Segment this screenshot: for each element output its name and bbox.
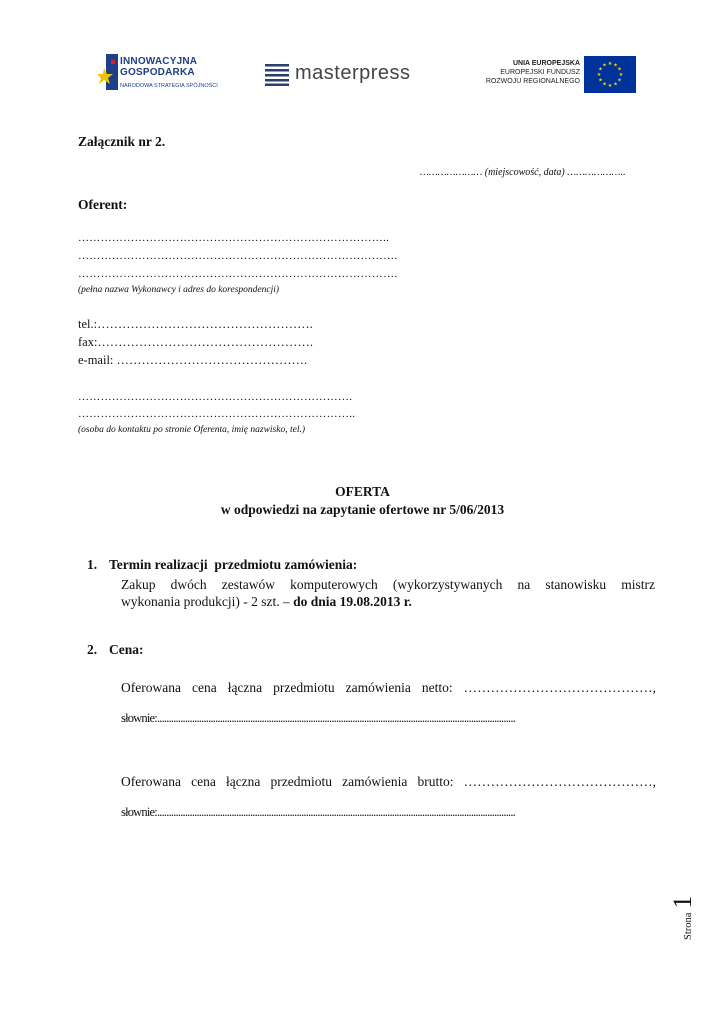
svg-text:★: ★ (598, 66, 603, 73)
svg-text:★: ★ (602, 81, 607, 88)
innowacyjna-gospodarka-logo (98, 50, 248, 96)
section1-text-plain: wykonania produkcji) - 2 szt. – (121, 594, 294, 609)
star-emblem-icon (98, 52, 120, 92)
price-brutto-line: Oferowana cena łączna przedmiotu zamówienia brutto: ……………………………………, (121, 774, 656, 789)
offer-title: OFERTA (335, 484, 390, 499)
svg-text:★: ★ (607, 61, 613, 67)
masterpress-logo (265, 60, 465, 88)
section1-text-line2 (121, 594, 412, 610)
contact-person-line: ………………………………………………………………. (78, 391, 353, 403)
section1-deadline: do dnia 19.08.2013 r. (293, 594, 412, 609)
address-line: ……………………………………………………………………….. (78, 232, 390, 244)
ig-line2: GOSPODARKA (120, 67, 195, 78)
section2-heading: Cena: (109, 642, 144, 657)
section1-text-line1: Zakup dwóch zestawów komputerowych (wykorzystywanych na stanowisku mistrz (121, 577, 655, 592)
svg-text:★: ★ (602, 62, 607, 69)
contact-person-note: (osoba do kontaktu po stronie Oferenta, imię nazwisko, tel.) (78, 425, 306, 435)
address-line: …………………………………………………………………………. (78, 268, 398, 280)
eu-line2: EUROPEJSKI FUNDUSZ (500, 69, 580, 76)
tel-line: tel.:……………………………………………. (78, 317, 313, 331)
svg-text:★: ★ (617, 66, 622, 73)
price-brutto-words: słownie:.......................................................................................................................................................... (121, 805, 516, 819)
masterpress-stripes-icon (265, 64, 289, 86)
page-footer-rotated (668, 870, 702, 940)
page-footer (668, 870, 702, 940)
eu-logo (480, 56, 638, 96)
address-line: …………………………………………………………………………. (78, 250, 398, 262)
page-label: Strona (683, 912, 694, 940)
svg-text:★: ★ (618, 72, 624, 78)
address-note: (pełna nazwa Wykonawcy i adres do korespondencji) (78, 285, 280, 295)
eu-line1: UNIA EUROPEJSKA (512, 60, 580, 67)
svg-text:★: ★ (613, 62, 618, 69)
svg-text:★: ★ (596, 72, 602, 78)
price-netto-words: słownie:.......................................................................................................................................................... (121, 711, 516, 725)
section1-heading: Termin realizacji przedmiotu zamówienia: (109, 557, 358, 572)
oferent-label: Oferent: (78, 197, 128, 212)
eu-flag-icon (584, 56, 636, 93)
contact-person-line: ……………………………………………………………….. (78, 408, 356, 420)
ig-title (120, 56, 197, 78)
eu-line3: ROZWOJU REGIONALNEGO (485, 78, 580, 85)
price-netto-line: Oferowana cena łączna przedmiotu zamówienia netto: ……………………………………, (121, 680, 656, 695)
eu-text (480, 59, 580, 86)
attachment-heading: Załącznik nr 2. (78, 134, 166, 149)
masterpress-wordmark: masterpress (295, 62, 411, 84)
place-date: ………………… (miejscowość, data) ……………….. (420, 167, 626, 178)
section1-number: 1. (87, 557, 98, 572)
page-number: 1 (668, 895, 697, 909)
fax-line: fax:……………………………………………. (78, 335, 314, 349)
ig-subtitle: NARODOWA STRATEGIA SPÓJNOŚCI (120, 83, 218, 89)
svg-text:★: ★ (613, 81, 618, 88)
ig-line1: INNOWACYJNA (120, 56, 198, 67)
section2-number: 2. (87, 642, 98, 657)
svg-text:★: ★ (617, 77, 622, 84)
svg-text:★: ★ (598, 77, 603, 84)
offer-subtitle: w odpowiedzi na zapytanie ofertowe nr 5/06/2013 (220, 502, 505, 517)
svg-text:★: ★ (607, 83, 613, 89)
email-line: e-mail: ………………………………………. (78, 353, 308, 367)
